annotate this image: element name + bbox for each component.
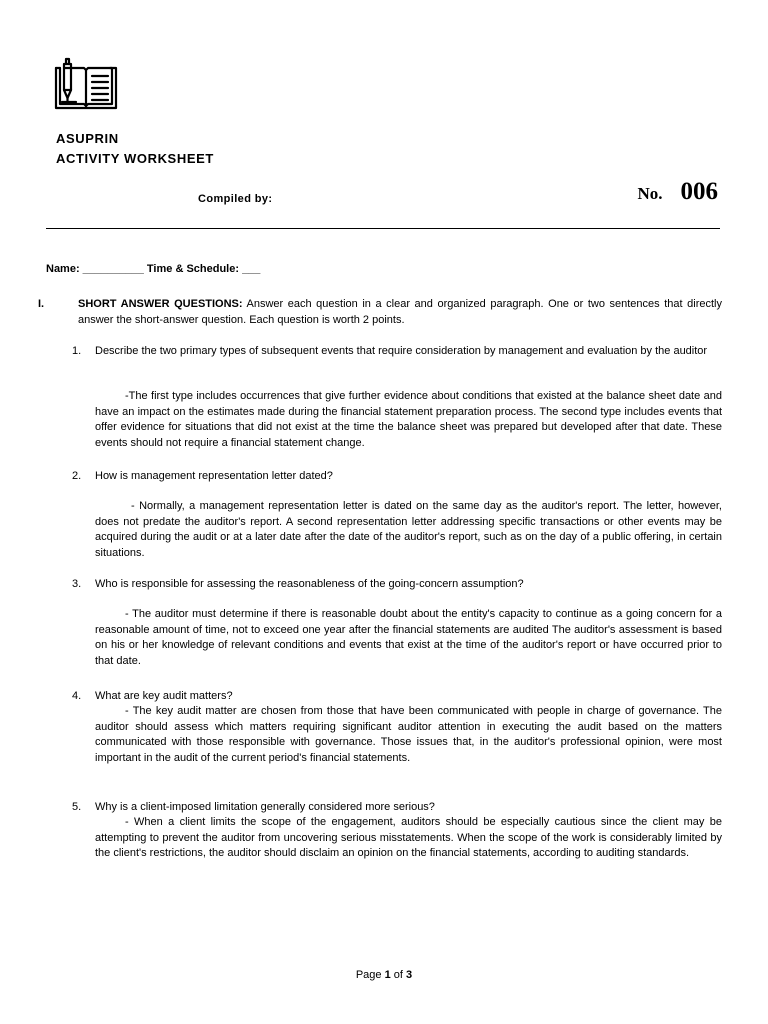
section-instructions — [78, 296, 722, 328]
question-number: 5. — [72, 801, 82, 813]
section-number: I. — [38, 298, 45, 310]
worksheet-title: ACTIVITY WORKSHEET — [56, 151, 214, 166]
worksheet-number — [637, 178, 718, 206]
question-text: How is management representation letter dated? — [95, 470, 333, 482]
page-of: of — [390, 969, 407, 981]
question-item — [72, 576, 722, 592]
answer-text: - Normally, a management representation letter is dated on the same day as the auditor's report. The letter, however, does not predate the auditor's report. A second representation letter addressing specific transactions or other events may be acquired during the audit or at a later date after the date of the auditor's report, such as on the day of a public offering, in certain situations. — [95, 500, 722, 559]
number-value: 006 — [680, 178, 718, 205]
answer-text: - The key audit matter are chosen from those that have been communicated with people in charge of governance. The auditor should assess which matters requiring significant auditor attention in executing the audit based on the matters communicated with those responsible with governance. Those issues that, in the auditor's professional opinion, were most important in the audit of the current period's financial statements. — [95, 705, 722, 764]
question-number: 3. — [72, 578, 82, 590]
pencil-book-icon — [54, 56, 118, 110]
answer-text: - The auditor must determine if there is reasonable doubt about the entity's capacity to continue as a going concern for a reasonable amount of time, not to exceed one year after the financial statements are audited The auditor's assessment is based on his or her knowledge of relevant conditions and events that exist at the time of the auditor's report or have occurred prior to that date. — [95, 608, 722, 667]
compiled-by-label: Compiled by: — [198, 193, 273, 205]
page-total: 3 — [406, 969, 413, 981]
question-item — [72, 468, 722, 484]
page-footer — [0, 969, 768, 981]
page-current: 1 — [384, 969, 391, 981]
question-item — [72, 799, 722, 815]
section-instruction-text: Answer each question in a clear and organized paragraph. One or two sentences that directly answer the short-answer question. Each question is worth 2 points. — [78, 298, 722, 326]
question-number: 2. — [72, 470, 82, 482]
number-label: No. — [637, 184, 663, 203]
page-prefix: Page — [355, 969, 385, 981]
question-text: Describe the two primary types of subsequent events that require consideration by management and evaluation by the auditor — [95, 345, 708, 357]
section-title: SHORT ANSWER QUESTIONS: — [78, 298, 243, 310]
answer-text: - When a client limits the scope of the engagement, auditors should be especially cautious since the client may be attempting to prevent the auditor from uncovering serious misstatements. When the scope of the work is considerably limited by the client's restrictions, the auditor should disclaim an opinion on the financial statements, according to auditing standards. — [95, 816, 722, 859]
section-heading — [38, 296, 722, 328]
question-item — [72, 688, 722, 704]
school-title: ASUPRIN — [56, 131, 119, 146]
question-item — [72, 343, 722, 359]
question-number: 1. — [72, 345, 82, 357]
question-text: Who is responsible for assessing the reasonableness of the going-concern assumption? — [95, 578, 524, 590]
answer-text: -The first type includes occurrences that give further evidence about conditions that existed at the balance sheet date and have an impact on the estimates made during the financial statement preparation process. The second type includes events that offer evidence for situations that did not exist at the time the balance sheet was prepared but developed after that date. These events should not require a financial statement change. — [95, 390, 722, 449]
question-number: 4. — [72, 690, 82, 702]
question-text: What are key audit matters? — [95, 690, 233, 702]
header-divider — [46, 228, 720, 229]
question-text: Why is a client-imposed limitation generally considered more serious? — [95, 801, 435, 813]
name-schedule-line: Name: __________ Time & Schedule: ___ — [46, 263, 261, 275]
